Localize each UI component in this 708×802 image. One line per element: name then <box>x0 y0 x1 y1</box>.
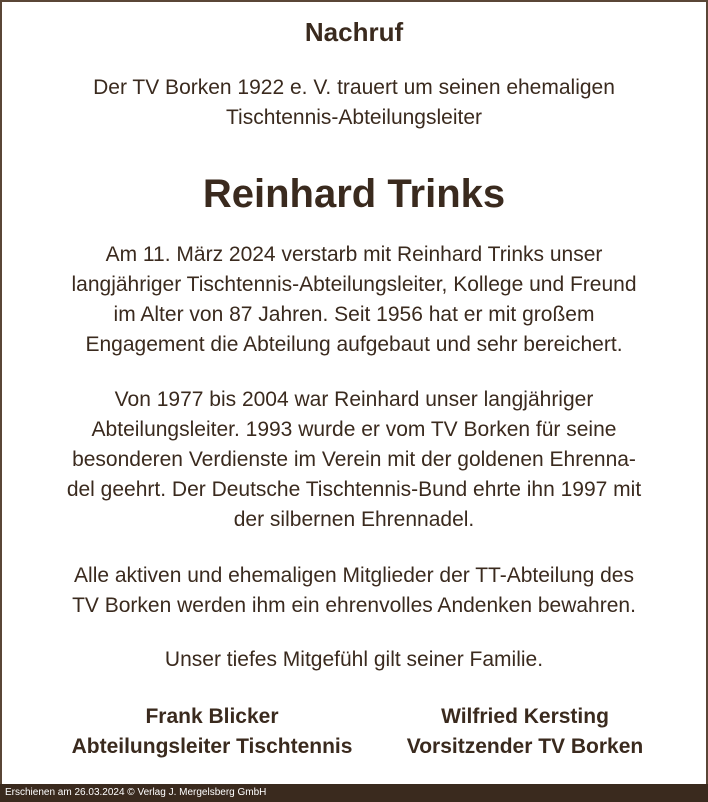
paragraph-condolence <box>2 645 706 675</box>
paragraph-line: del geehrt. Der Deutsche Tischtennis-Bund ehrte ihn 1997 mit <box>66 478 642 501</box>
paragraph-remembrance <box>2 561 706 621</box>
paragraph-line: Unser tiefes Mitgefühl gilt seiner Familie. <box>164 648 544 671</box>
publication-footer: Erschienen am 26.03.2024 © Verlag J. Mergelsberg GmbH <box>0 784 708 802</box>
notice-heading: Nachruf <box>304 17 404 47</box>
paragraph-achievements <box>2 385 706 535</box>
paragraph-line: Engagement die Abteilung aufgebaut und sehr bereichert. <box>85 333 623 356</box>
paragraph-death-announcement <box>2 240 706 360</box>
signer-name: Frank Blicker <box>145 705 279 728</box>
paragraph-line: TV Borken werden ihm ein ehrenvolles Andenken bewahren. <box>72 594 636 617</box>
paragraph-line: Alle aktiven und ehemaligen Mitglieder der TT-Abteilung des <box>74 564 634 587</box>
signer-block <box>372 702 678 762</box>
intro-line: Der TV Borken 1922 e. V. trauert um seinen ehemaligen <box>93 76 615 99</box>
signer-name: Wilfried Kersting <box>441 705 609 728</box>
paragraph-line: besonderen Verdienste im Verein mit der goldenen Ehrenna- <box>72 448 636 471</box>
paragraph-line: Am 11. März 2024 verstarb mit Reinhard Trinks unser <box>105 243 603 266</box>
deceased-name: Reinhard Trinks <box>202 172 506 216</box>
notice-intro <box>2 73 706 133</box>
paragraph-line: der silbernen Ehrennadel. <box>233 508 475 531</box>
paragraph-line: langjähriger Tischtennis-Abteilungsleiter, Kollege und Freund <box>71 273 637 296</box>
signer-role: Abteilungsleiter Tischtennis <box>71 735 353 758</box>
paragraph-line: im Alter von 87 Jahren. Seit 1956 hat er mit großem <box>113 303 595 326</box>
intro-line: Tischtennis-Abteilungsleiter <box>225 106 482 129</box>
paragraph-line: Abteilungsleiter. 1993 wurde er vom TV Borken für seine <box>91 418 617 441</box>
signer-block <box>42 702 382 762</box>
signer-role: Vorsitzender TV Borken <box>406 735 644 758</box>
paragraph-line: Von 1977 bis 2004 war Reinhard unser langjähriger <box>114 388 594 411</box>
